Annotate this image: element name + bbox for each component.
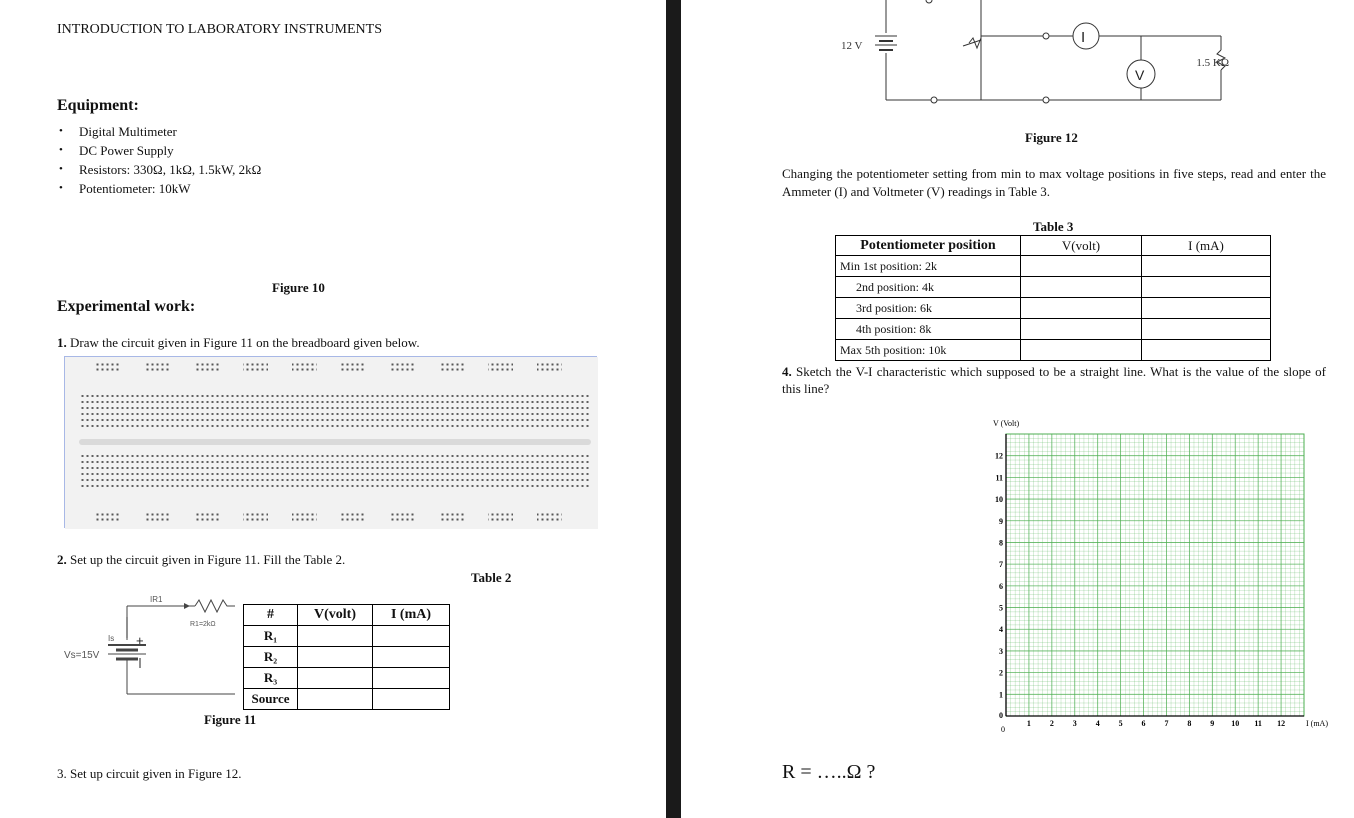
step4 xyxy=(782,363,1326,397)
figure11-circuit xyxy=(60,590,240,700)
bottom-terminal-strip xyxy=(79,451,591,487)
vi-graph-svg xyxy=(982,414,1332,736)
step2-text: Set up the circuit given in Figure 11. Fill the Table 2. xyxy=(70,552,346,567)
plot-area xyxy=(1006,434,1304,716)
table3-col-header: V(volt) xyxy=(1021,236,1142,256)
table3-cell[interactable] xyxy=(1142,256,1271,277)
table2-cell[interactable] xyxy=(298,689,373,710)
table-row xyxy=(836,298,1271,319)
table3-cell[interactable] xyxy=(1021,277,1142,298)
top-terminal-strip xyxy=(79,393,591,429)
step4-number: 4. xyxy=(782,364,792,379)
x-tick-label: 1 xyxy=(1026,719,1031,728)
x-tick-label: 9 xyxy=(1210,719,1215,728)
table2 xyxy=(243,604,450,710)
y-tick-label: 5 xyxy=(999,603,1003,613)
y-tick-label: 8 xyxy=(999,538,1003,548)
x-axis-label: I (mA) xyxy=(1306,719,1328,728)
table2-cell[interactable] xyxy=(373,689,450,710)
y-tick-label: 11 xyxy=(995,473,1003,483)
left-page xyxy=(0,0,666,818)
table2-row-label: Source xyxy=(244,689,298,710)
x-tick-label: 6 xyxy=(1141,719,1146,728)
table3-col-header: I (mA) xyxy=(1142,236,1271,256)
table-row xyxy=(836,319,1271,340)
table3-cell[interactable] xyxy=(1142,340,1271,361)
table2-header-row xyxy=(244,605,450,626)
table2-cell[interactable] xyxy=(298,668,373,689)
table3-cell[interactable] xyxy=(1021,319,1142,340)
x-tick-label: 8 xyxy=(1187,719,1192,728)
step4-text: Sketch the V-I characteristic which supposed to be a straight line. What is the value of the slope of this line? xyxy=(782,364,1326,396)
table3-col-header: Potentiometer position xyxy=(836,236,1021,256)
step1-number: 1. xyxy=(57,335,67,350)
equipment-item: • Resistors: 330Ω, 1kΩ, 1.5kW, 2kΩ xyxy=(57,160,457,179)
table2-cell[interactable] xyxy=(373,668,450,689)
y-tick-label: 7 xyxy=(999,560,1003,570)
table-row xyxy=(244,647,450,668)
y-tick-label: 12 xyxy=(995,451,1003,461)
table2-col-header: # xyxy=(244,605,298,626)
resistor-label: 1.5 KΩ xyxy=(1196,57,1229,69)
table3-cell[interactable] xyxy=(1021,256,1142,277)
equipment-heading: Equipment: xyxy=(57,97,139,114)
table-row xyxy=(836,256,1271,277)
ir1-label: IR1 xyxy=(150,595,163,604)
equipment-item: • DC Power Supply xyxy=(57,141,457,160)
table2-cell[interactable] xyxy=(373,626,450,647)
figure11-caption: Figure 11 xyxy=(204,712,257,727)
y-tick-label: 9 xyxy=(999,516,1003,526)
y-tick-label: 3 xyxy=(999,646,1003,656)
equipment-item: • Digital Multimeter xyxy=(57,122,457,141)
table3-row-label: 2nd position: 4k xyxy=(836,277,1021,298)
x-tick-label: 0 xyxy=(1001,725,1005,734)
instructions-paragraph: Changing the potentiometer setting from min to max voltage positions in five steps, read and enter the Ammeter (I) and Voltmeter (V) readings in Table 3. xyxy=(782,166,1326,199)
center-channel xyxy=(79,439,591,445)
page-divider xyxy=(666,0,681,818)
x-tick-label: 11 xyxy=(1254,719,1262,728)
equipment-item: • Potentiometer: 10kW xyxy=(57,179,457,198)
table2-caption: Table 2 xyxy=(471,570,512,585)
table2-cell[interactable] xyxy=(298,647,373,668)
y-tick-label: 10 xyxy=(995,495,1003,505)
table3-header-row xyxy=(836,236,1271,256)
equipment-list xyxy=(57,122,457,198)
table3-caption: Table 3 xyxy=(1033,219,1074,234)
plus-sign: + xyxy=(136,633,144,648)
step1 xyxy=(57,335,420,351)
y-tick-label: 0 xyxy=(999,711,1003,720)
table2-row-label: R₂ xyxy=(244,647,298,668)
step2 xyxy=(57,552,345,568)
vi-graph xyxy=(982,414,1332,736)
y-tick-label: 6 xyxy=(999,581,1003,591)
table2-cell[interactable] xyxy=(298,626,373,647)
table-row xyxy=(244,668,450,689)
table2-row-label: R₁ xyxy=(244,626,298,647)
step1-text: Draw the circuit given in Figure 11 on the breadboard given below. xyxy=(70,335,420,350)
y-axis-label: V (Volt) xyxy=(993,419,1020,428)
table2-cell[interactable] xyxy=(373,647,450,668)
table3 xyxy=(835,235,1271,361)
answer-line[interactable]: R = …..Ω ? xyxy=(782,761,876,783)
y-tick-label: 4 xyxy=(999,625,1003,635)
x-tick-label: 12 xyxy=(1277,719,1286,728)
table3-cell[interactable] xyxy=(1142,277,1271,298)
x-tick-label: 5 xyxy=(1118,719,1123,728)
x-tick-label: 4 xyxy=(1095,719,1100,728)
table3-row-label: 3rd position: 6k xyxy=(836,298,1021,319)
table-row xyxy=(836,277,1271,298)
table-row xyxy=(244,689,450,710)
y-tick-label: 1 xyxy=(999,690,1003,700)
table3-cell[interactable] xyxy=(1142,319,1271,340)
table2-col-header: V(volt) xyxy=(298,605,373,626)
vs-label: Vs=15V xyxy=(64,650,100,661)
figure12-caption: Figure 12 xyxy=(1025,130,1078,145)
document-title: INTRODUCTION TO LABORATORY INSTRUMENTS xyxy=(57,22,383,37)
table3-row-label: Max 5th position: 10k xyxy=(836,340,1021,361)
table-row xyxy=(836,340,1271,361)
y-tick-label: 2 xyxy=(999,668,1003,678)
x-tick-label: 7 xyxy=(1164,719,1169,728)
voltmeter-symbol: V xyxy=(1135,67,1145,83)
supply-label: 12 V xyxy=(841,40,863,52)
x-tick-label: 2 xyxy=(1049,719,1054,728)
table3-row-label: 4th position: 8k xyxy=(836,319,1021,340)
x-tick-label: 10 xyxy=(1231,719,1240,728)
step2-number: 2. xyxy=(57,552,67,567)
table3-cell[interactable] xyxy=(1021,298,1142,319)
experimental-heading: Experimental work: xyxy=(57,298,196,315)
table-row xyxy=(244,626,450,647)
step3-text: 3. Set up circuit given in Figure 12. xyxy=(57,766,242,781)
table3-cell[interactable] xyxy=(1021,340,1142,361)
table3-row-label: Min 1st position: 2k xyxy=(836,256,1021,277)
breadboard-image xyxy=(64,356,597,528)
is-label: Is xyxy=(108,634,115,643)
table2-row-label: R₃ xyxy=(244,668,298,689)
figure10-caption: Figure 10 xyxy=(272,280,325,295)
table3-cell[interactable] xyxy=(1142,298,1271,319)
breadboard-holes xyxy=(65,357,598,529)
ammeter-symbol: I xyxy=(1081,29,1086,46)
table2-col-header: I (mA) xyxy=(373,605,450,626)
figure12-circuit xyxy=(831,0,1231,110)
r1-label: R1=2kΩ xyxy=(190,621,216,628)
x-tick-label: 3 xyxy=(1072,719,1077,728)
